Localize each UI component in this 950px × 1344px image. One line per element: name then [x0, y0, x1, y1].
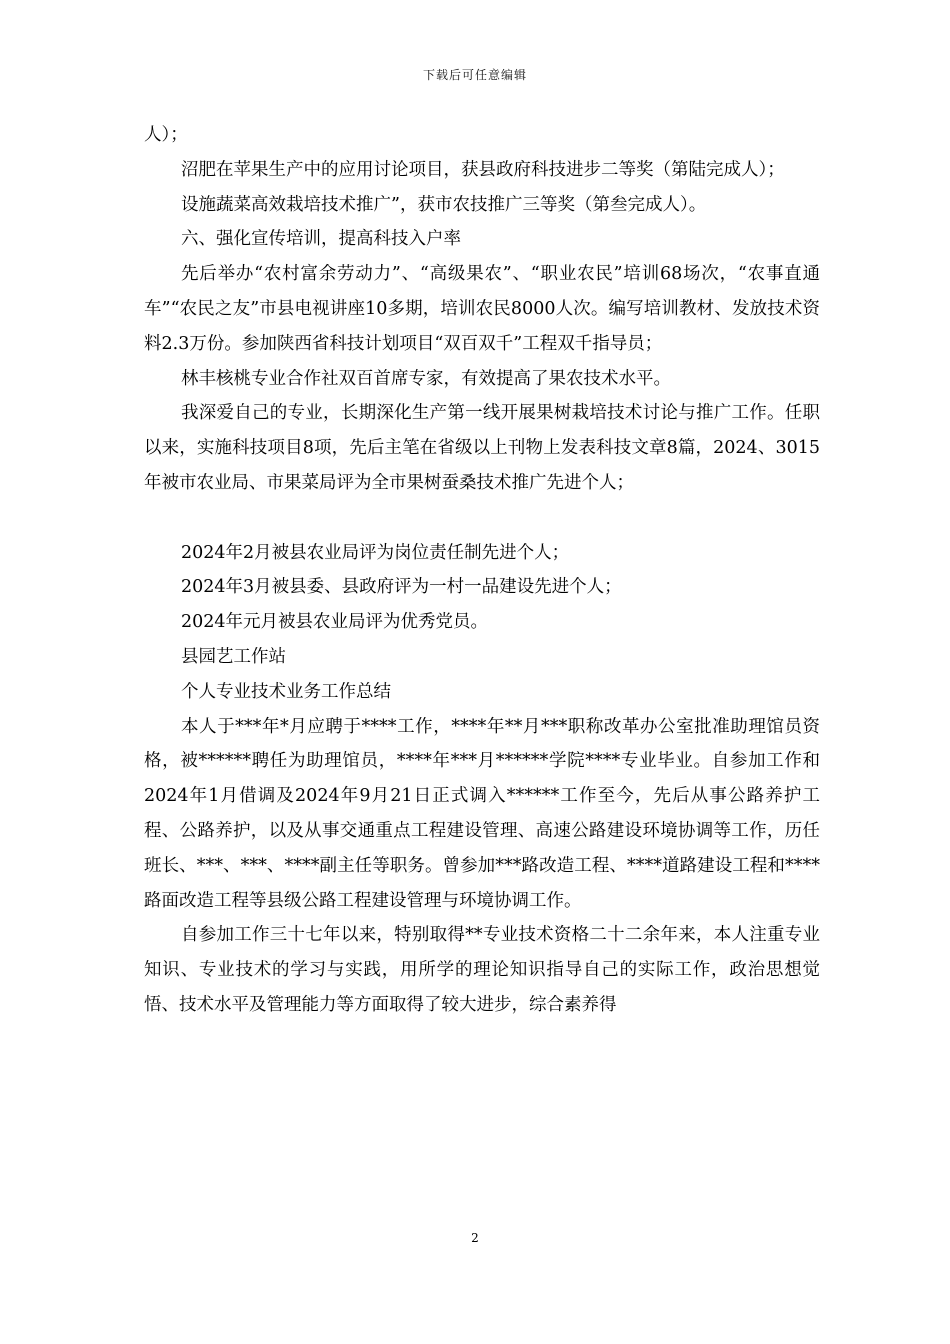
award-item-1: 2024年2月被县农业局评为岗位责任制先进个人；	[181, 542, 570, 563]
blank-line	[144, 501, 820, 536]
section-heading-6: 六、强化宣传培训，提高科技入户率	[181, 229, 461, 250]
paragraph-8: 自参加工作三十七年以来，特别取得**专业技术资格二十二余年来，本人注重专业知识、专业技术的学习与实践，用所学的理论知识指导自己的实际工作，政治思想觉悟、技术水平及管理能力等方面取得了较大进步，综合素养得	[144, 925, 820, 1015]
paragraph-3: 设施蔬菜高效栽培技术推广”，获市农技推广三等奖（第叁完成人）。	[181, 194, 707, 215]
paragraph-4: 先后举办“农村富余劳动力”、“高级果农”、“职业农民”培训68场次，“农事直通车”“农民之友”市县电视讲座10多期，培训农民8000人次。编写培训教材、发放技术资料2.3万份。参加陕西省科技计划项目“双百双千”工程双千指导员；	[144, 264, 820, 354]
page-number: 2	[471, 1231, 479, 1245]
paragraph-7: 本人于***年*月应聘于****工作，****年**月***职称改革办公室批准助理馆员资格，被******聘任为助理馆员，****年***月******学院****专业毕业。自参加工作和2024年1月借调及2024年9月21日正式调入******工作至今，先后从事公路养护工程、公路养护，以及从事交通重点工程建设管理、高速公路建设环境协调等工作，历任班长、***、***、****副主任等职务。曾参加***路改造工程、****道路建设工程和****路面改造工程等县级公路工程建设管理与环境协调工作。	[144, 716, 820, 911]
document-body	[144, 118, 820, 1023]
signature-org: 县园艺工作站	[181, 646, 286, 667]
award-item-2: 2024年3月被县委、县政府评为一村一品建设先进个人；	[181, 577, 622, 598]
paragraph-1: 人）；	[144, 125, 188, 145]
paragraph-5: 林丰核桃专业合作社双百首席专家，有效提高了果农技术水平。	[181, 368, 671, 389]
page-header: 下载后可任意编辑	[422, 68, 527, 82]
document-title: 个人专业技术业务工作总结	[181, 681, 391, 702]
paragraph-6: 我深爱自己的专业，长期深化生产第一线开展果树栽培技术讨论与推广工作。任职以来，实施科技项目8项，先后主笔在省级以上刊物上发表科技文章8篇，2024、3015年被市农业局、市果菜局评为全市果树蚕桑技术推广先进个人；	[144, 403, 820, 493]
award-item-3: 2024年元月被县农业局评为优秀党员。	[181, 612, 489, 633]
paragraph-2: 沼肥在苹果生产中的应用讨论项目，获县政府科技进步二等奖（第陆完成人）；	[181, 159, 785, 180]
